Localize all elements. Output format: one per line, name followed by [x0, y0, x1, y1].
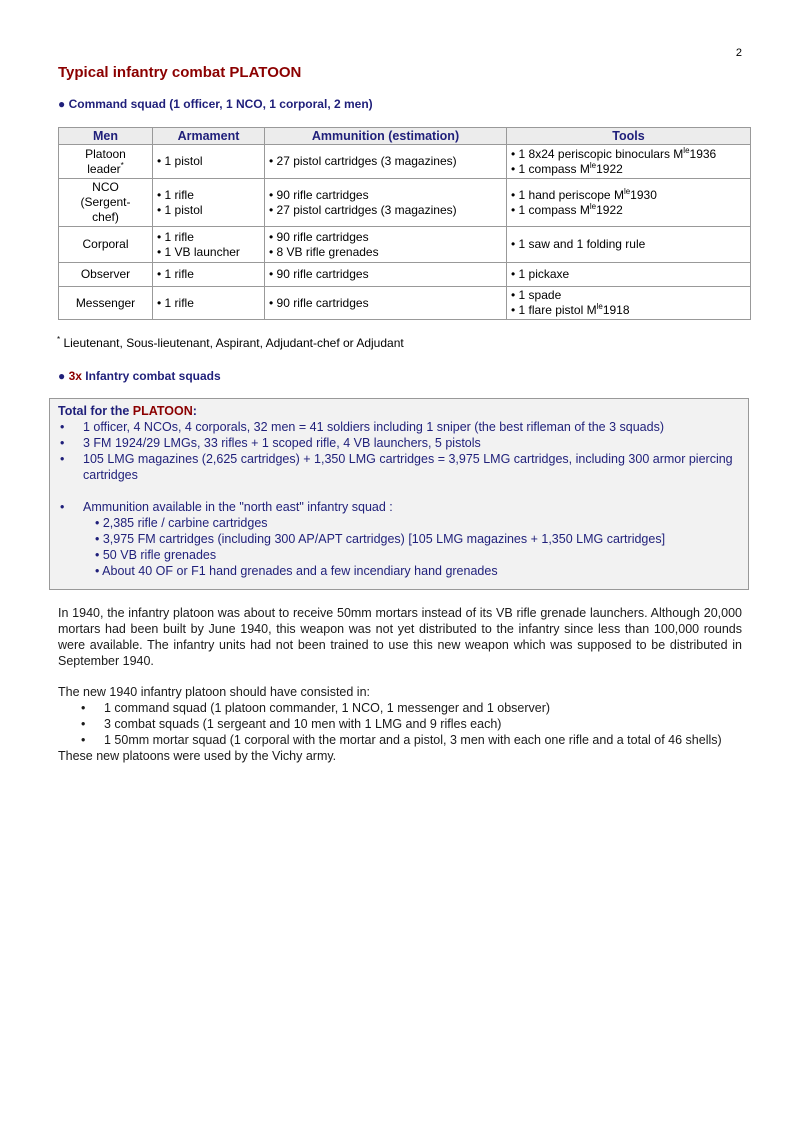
tool-line: • 1 spade — [511, 288, 562, 302]
combat-squads-heading — [58, 369, 221, 383]
tools-cell — [507, 287, 751, 320]
men-line-with-mark — [63, 162, 148, 177]
armament-cell — [153, 227, 265, 263]
table-header-row — [59, 128, 751, 145]
armament-line: • 1 rifle — [157, 229, 194, 244]
platoon-total-box — [49, 398, 749, 590]
tool-line — [511, 162, 746, 177]
ammo-line: • 8 VB rifle grenades — [269, 244, 379, 259]
list-item — [58, 419, 740, 435]
bullet-icon: • — [60, 500, 65, 514]
footnote-marker: * — [57, 335, 61, 344]
men-line: Observer — [80, 267, 131, 281]
armament-line: • 1 rifle — [157, 295, 194, 310]
footnote-marker: * — [120, 160, 124, 170]
list-item — [58, 716, 742, 732]
tool-year: 1918 — [602, 303, 630, 317]
ammo-cell — [265, 145, 507, 179]
page-title: Typical infantry combat PLATOON — [58, 64, 302, 81]
armament-cell — [153, 263, 265, 287]
command-squad-heading — [58, 97, 373, 111]
list-item: • 2,385 rifle / carbine cartridges — [95, 516, 268, 530]
table-row — [59, 179, 751, 227]
column-header: Armament — [153, 128, 265, 145]
men-line: Messenger — [75, 295, 136, 310]
bullet-icon: • — [81, 733, 86, 747]
tool-text: • 1 compass M — [511, 202, 590, 217]
list-item-text: 1 officer, 4 NCOs, 4 corporals, 32 men = 41 soldiers including 1 sniper (the best rifleman of the 3 squads) — [83, 420, 664, 434]
tool-line: • 1 pickaxe — [511, 267, 570, 281]
tool-text: • 1 flare pistol M — [511, 303, 597, 317]
list-item-text: 105 LMG magazines (2,625 cartridges) + 1,350 LMG cartridges = 3,975 LMG cartridges, including 300 armor piercing cartridges — [83, 452, 733, 482]
model-superscript: le — [596, 302, 603, 311]
list-item-text: 3 combat squads (1 sergeant and 10 men with 1 LMG and 9 rifles each) — [104, 717, 502, 731]
list-item — [58, 499, 740, 579]
list-item: • 3,975 FM cartridges (including 300 AP/APT cartridges) [105 LMG magazines + 1,350 LMG cartridges] — [95, 532, 666, 546]
combat-squads-count: 3x — [68, 369, 82, 383]
bullet-icon: • — [60, 420, 65, 434]
command-squad-table — [58, 127, 751, 320]
men-line: Platoon — [85, 146, 126, 161]
ammo-line: • 90 rifle cartridges — [269, 229, 369, 244]
spacer — [58, 483, 740, 499]
tool-text: • 1 hand periscope M — [511, 187, 624, 202]
tool-year: 1936 — [689, 146, 717, 161]
ammo-cell — [265, 263, 507, 287]
ammo-cell — [265, 227, 507, 263]
model-superscript: le — [683, 145, 690, 155]
page-number: 2 — [735, 47, 742, 59]
men-line: (Sergent- — [80, 195, 131, 209]
tool-year: 1922 — [596, 202, 623, 217]
paragraph-outro: These new platoons were used by the Vichy army. — [58, 749, 337, 763]
men-line: NCO — [92, 180, 119, 194]
tools-cell — [507, 227, 751, 263]
footnote — [57, 336, 404, 350]
list-item: • About 40 OF or F1 hand grenades and a few incendiary hand grenades — [95, 564, 498, 578]
men-cell — [59, 179, 153, 227]
tools-cell — [507, 263, 751, 287]
ammo-sublist — [83, 515, 740, 579]
list-item — [58, 435, 740, 451]
armament-cell — [153, 287, 265, 320]
men-cell — [59, 263, 153, 287]
tools-cell — [507, 179, 751, 227]
tool-text: • 1 compass M — [511, 161, 590, 176]
tool-line — [511, 203, 746, 218]
men-cell — [59, 287, 153, 320]
ammo-line: • 90 rifle cartridges — [269, 187, 369, 202]
tool-line: • 1 saw and 1 folding rule — [511, 237, 646, 251]
column-header: Ammunition (estimation) — [265, 128, 507, 145]
model-superscript: le — [589, 201, 597, 211]
model-superscript: le — [623, 186, 631, 196]
bullet-icon: ● — [58, 97, 66, 111]
total-list — [58, 419, 740, 483]
ammo-cell — [265, 179, 507, 227]
armament-cell — [153, 145, 265, 179]
men-cell — [59, 145, 153, 179]
total-unit: PLATOON — [132, 404, 193, 418]
ammo-line: • 27 pistol cartridges (3 magazines) — [269, 154, 457, 168]
bullet-icon: ● — [58, 369, 66, 383]
list-item — [58, 451, 740, 483]
armament-line: • 1 pistol — [157, 202, 203, 217]
table-row — [59, 263, 751, 287]
men-line: Corporal — [82, 237, 129, 251]
new-platoon-list — [58, 700, 742, 748]
tool-line — [511, 303, 746, 318]
tool-line — [511, 147, 746, 162]
table-row — [59, 227, 751, 263]
paragraph-new-platoon — [58, 684, 742, 764]
armament-line: • 1 VB launcher — [157, 244, 240, 259]
ammo-heading: Ammunition available in the "north east" infantry squad : — [83, 500, 393, 514]
ammo-line: • 27 pistol cartridges (3 magazines) — [269, 202, 457, 217]
bullet-icon: • — [81, 717, 86, 731]
paragraph-intro: The new 1940 infantry platoon should have consisted in: — [58, 685, 371, 699]
total-colon: : — [192, 404, 197, 418]
tool-year: 1930 — [630, 187, 657, 202]
ammo-line: • 90 rifle cartridges — [269, 295, 369, 310]
tool-year: 1922 — [596, 161, 623, 176]
total-heading — [58, 403, 740, 419]
ammo-line: • 90 rifle cartridges — [269, 267, 369, 281]
column-header: Men — [59, 128, 153, 145]
men-cell — [59, 227, 153, 263]
list-item-text: 3 FM 1924/29 LMGs, 33 rifles + 1 scoped rifle, 4 VB launchers, 5 pistols — [83, 436, 481, 450]
tools-cell — [507, 145, 751, 179]
armament-line: • 1 rifle — [157, 187, 194, 202]
model-superscript: le — [589, 160, 597, 170]
list-item — [58, 732, 742, 748]
bullet-icon: • — [81, 701, 86, 715]
men-line: leader — [87, 161, 121, 176]
armament-line: • 1 rifle — [157, 267, 194, 281]
tool-line — [511, 188, 746, 203]
total-label: Total for the — [58, 404, 130, 418]
paragraph-mortars: In 1940, the infantry platoon was about to receive 50mm mortars instead of its VB rifle grenade launchers. Although 20,000 mortars had been built by June 1940, this weapon was not yet distributed to the infantry since less than 100,000 rounds were available. The infantry units had not been trained to use this new weapon which was supposed to be distributed in September 1940. — [58, 606, 742, 668]
combat-squads-heading-text: Infantry combat squads — [85, 369, 221, 383]
table-row — [59, 287, 751, 320]
column-header: Tools — [507, 128, 751, 145]
bullet-icon: • — [60, 452, 65, 466]
list-item: • 50 VB rifle grenades — [95, 548, 217, 562]
list-item-text: 1 50mm mortar squad (1 corporal with the mortar and a pistol, 3 men with each one rifle and a total of 46 shells) — [104, 733, 722, 747]
footnote-text: Lieutenant, Sous-lieutenant, Aspirant, Adjudant-chef or Adjudant — [63, 336, 404, 350]
armament-line: • 1 pistol — [157, 154, 203, 168]
list-item — [58, 700, 742, 716]
tool-text: • 1 8x24 periscopic binoculars M — [511, 146, 684, 161]
ammo-list — [58, 499, 740, 579]
men-line: chef) — [92, 210, 119, 224]
ammo-cell — [265, 287, 507, 320]
table-row — [59, 145, 751, 179]
bullet-icon: • — [60, 436, 65, 450]
command-squad-heading-text: Command squad (1 officer, 1 NCO, 1 corporal, 2 men) — [68, 97, 373, 111]
armament-cell — [153, 179, 265, 227]
list-item-text: 1 command squad (1 platoon commander, 1 NCO, 1 messenger and 1 observer) — [104, 701, 551, 715]
